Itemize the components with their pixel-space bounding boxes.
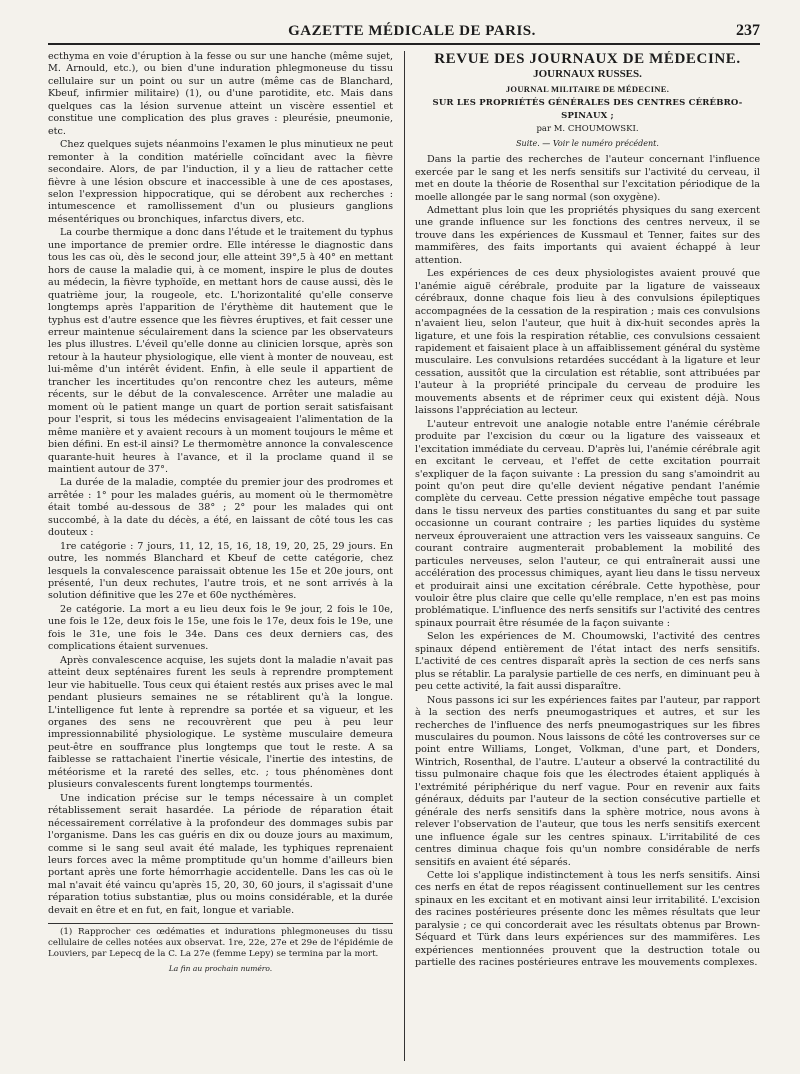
page-number: 237 — [735, 22, 760, 39]
left-column — [48, 51, 393, 1061]
article-author: par M. CHOUMOWSKI. — [536, 124, 639, 135]
left-paragraph-1: ecthyma en voie d'éruption à la fesse ou sur une hanche (même sujet, M. Arnould, etc.), ou bien d'une induration phlegmoneuse du tissu cellulaire sur un point ou sur un autre (même cas de Blanchard, Kbeuf, infirmier militaire) (1), ou d'une parotidite, etc. Mais dans quelques cas la lésion survenue atteint un viscère essentiel et constitue une complication des plus graves : pleurésie, pneumonie, etc. — [48, 51, 393, 137]
article-title: SUR LES PROPRIÉTÉS GÉNÉRALES DES CENTRES CÉRÉBRO-SPINAUX ; — [432, 98, 743, 121]
journal-heading: JOURNAL MILITAIRE DE MÉDECINE. — [505, 83, 670, 94]
footnotes — [48, 923, 393, 960]
continued-note: La fin au prochain numéro. — [168, 964, 273, 974]
left-paragraph-8: Une indication précise sur le temps nécessaire à un complet rétablissement serait hasardée. La période de réparation était nécessairement corrélative à la profondeur des dommages subis par l'organisme. Dans les cas guéris en dix ou douze jours au maximum, comme si le sang seul avait été malade, les typhiques reprenaient leurs forces avec la même promptitude qu'un homme d'ailleurs bien portant après une forte hémorrhagie accidentelle. Dans les cas où le mal n'avait été vaincu qu'après 15, 20, 30, 60 jours, il s'agissait d'une réparation totius substantiæ, plus ou moins considérable, et la durée devait en être et en fut, en fait, longue et variable. — [48, 792, 393, 916]
right-paragraph-6: Nous passons ici sur les expériences faites par l'auteur, par rapport à la section des nerfs pneumogastriques et autres, et sur les recherches de l'influence des nerfs pneumogastriques sur les fibres musculaires du poumon. Nous laissons de côté les controverses sur ce point entre Williams, Longet, Volkman, d'une part, et Donders, Wintrich, Rosenthal, de l'autre. L'auteur a observé la contractilité du tissu pulmonaire chaque fois que les électrodes étaient appliqués à l'extrémité périphérique du nerf vague. Pour en revenir aux faits généraux, déduits par l'auteur de la section consécutive partielle et générale des nerfs sensitifs dans la sphère motrice, nous avons à relever l'observation de l'auteur, que tous les nerfs sensitifs exercent une influence égale sur les centres spinaux. L'irritabilité de ces centres diminua chaque fois qu'un nombre considérable de nerfs sensitifs en avaient été séparés. — [415, 694, 760, 868]
journal-title: GAZETTE MÉDICALE DE PARIS. — [288, 23, 536, 39]
left-paragraph-4: La durée de la maladie, comptée du premier jour des prodromes et arrêtée : 1° pour les malades guéris, au moment où le thermomètre était tombé au-dessous de 38° ; 2° pour les malades qui ont succombé, à la date du décès, a été, en laissant de côté tous les cas douteux : — [48, 477, 393, 539]
left-paragraph-5: 1re catégorie : 7 jours, 11, 12, 15, 16, 18, 19, 20, 25, 29 jours. En outre, les nommés Blanchard et Kbeuf de cette catégorie, chez lesquels la convalescence paraissait obtenue les 15e et 20e jours, ont présenté, l'un deux rechutes, l'autre trois, et ne sont arrivés à la solution définitive que les 27e et 60e nycthémères. — [48, 540, 393, 602]
subsection-title: JOURNAUX RUSSES. — [533, 68, 642, 81]
right-paragraph-1: Dans la partie des recherches de l'auteur concernant l'influence exercée par le sang et les nerfs sensitifs sur l'activité du cerveau, il met en doute la théorie de Rosenthal sur l'excitation périodique de la moelle allongée par le sang normal (son oxygène). — [415, 154, 760, 203]
right-paragraph-2: Admettant plus loin que les propriétés physiques du sang exercent une grande influence sur les fonctions des centres nerveux, il se trouve dans les expériences de Kussmaul et Tenner, faites sur des mammifères, des faits importants qui avaient échappé à leur attention. — [415, 204, 760, 266]
left-paragraph-7: Après convalescence acquise, les sujets dont la maladie n'avait pas atteint deux septénaires furent les seuls à reprendre promptement leur vie habituelle. Tous ceux qui étaient restés aux prises avec le mal pendant plusieurs semaines ne se rétablirent qu'à la longue. L'intelligence fut lente à reprendre sa portée et sa vigueur, et les organes des sens ne recouvrèrent que peu à peu leur impressionnabilité physiologique. Le système musculaire demeura peut-être en souffrance plus longtemps que tout le reste. A sa faiblesse se rattachaient l'inertie vésicale, l'inertie des intestins, de météorisme et la rareté des selles, etc. ; tous phénomènes dont plusieurs convalescents furent longtemps tourmentés. — [48, 654, 393, 791]
right-paragraph-5: Selon les expériences de M. Choumowski, l'activité des centres spinaux dépend entièrement de l'état intact des nerfs sensitifs. L'activité de ces centres disparaît après la section de ces nerfs sans plus se rétablir. La paralysie partielle de ces nerfs, en diminuant peu à peu cette activité, la fait aussi disparaître. — [415, 631, 760, 693]
right-column — [415, 51, 760, 1061]
section-title: REVUE DES JOURNAUX DE MÉDECINE. — [434, 51, 741, 67]
right-paragraph-4: L'auteur entrevoit une analogie notable entre l'anémie cérébrale produite par l'excision du cœur ou la ligature des vaisseaux et l'excitation immédiate du cerveau. D'après lui, l'anémie cérébrale agit en excitant le cerveau, et l'effet de cette excitation pourrait s'expliquer de la façon suivante : La pression du sang s'amoindrit au point qu'on peut dire qu'elle devient négative pendant l'anémie complète du cerveau. Cette pression négative empêche tout passage dans le tissu nerveux des parties constituantes du sang et par suite occasionne un courant contraire ; les parties liquides du système nerveux éprouveraient une attraction vers les vaisseaux sanguins. Ce courant contraire augmenterait probablement la mobilité des particules nerveuses, selon l'auteur, ce qui entraînerait aussi une accélération des processus chimiques, ayant lieu dans le tissu nerveux et produirait ainsi une excitation cérébrale. Cette hypothèse, pour vouloir être plus claire que celle qu'elle remplace, n'en est pas moins problématique. L'influence des nerfs sensitifs sur l'activité des centres spinaux pourrait être résumée de la façon suivante : — [415, 418, 760, 629]
left-paragraph-6: 2e catégorie. La mort a eu lieu deux fois le 9e jour, 2 fois le 10e, une fois le 12e, deux fois le 15e, une fois le 17e, deux fois le 19e, une fois le 31e, une fois le 34e. Dans ces deux derniers cas, des complications étaient survenues. — [48, 603, 393, 653]
two-column-body — [48, 51, 760, 1061]
left-paragraph-3: La courbe thermique a donc dans l'étude et le traitement du typhus une importance de premier ordre. Elle intéresse le diagnostic dans tous les cas où, dès le second jour, elle atteint 39°,5 à 40° en mettant hors de cause la maladie qui, à ce moment, inspire le plus de doutes au médecin, la fièvre typhoïde, en mettant hors de cause aussi, dès le quatrième jour, la rougeole, etc. L'horizontalité qu'elle conserve longtemps après l'apparition de l'érythème dit hautement que le typhus est d'autre essence que les fièvres éruptives, et fait cesser une erreur maintenue séculairement dans la science par les observateurs les plus illustres. L'éveil qu'elle donne au clinicien lorsque, après son retour à la hauteur physiologique, elle vient à monter de nouveau, est lui-même d'un intérêt évident. Enfin, à elle seule il appartient de trancher les incertitudes qu'on rencontre chez les auteurs, même récents, sur le début de la convalescence. Arrêter une maladie au moment où le patient mange un quart de portion serait satisfaisant pour l'esprit, si tous les médecins envisageaient l'alimentation de la même manière et y avaient recours à un moment toujours le même et bien défini. En est-il ainsi? Le thermomètre annonce la convalescence quarante-huit heures à l'avance, et il la proclame quand il se maintient autour de 37°. — [48, 227, 393, 475]
right-paragraph-7: Cette loi s'applique indistinctement à tous les nerfs sensitifs. Ainsi ces nerfs en état de repos réagissent continuellement sur les centres spinaux en les excitant et en motivant ainsi leur irritabilité. L'excision des racines postérieures présente donc les mêmes résultats que leur paralysie ; ce qui concorderait avec les résultats obtenus par Brown-Séquard et Türk dans leurs expériences sur des mammifères. Les expériences mentionnées prouvent que la destruction totale ou partielle des racines postérieures entrave les mouvements complexes. — [415, 870, 760, 969]
footnote-1: (1) Rapprocher ces œdématies et indurations phlegmoneuses du tissu cellulaire de celles notées aux observat. 1re, 22e, 27e et 29e de l'épidémie de Louviers, par Lepecq de la C. La 27e (femme Lepy) se termina par la mort. — [48, 927, 393, 960]
left-paragraph-2: Chez quelques sujets néanmoins l'examen le plus minutieux ne peut remonter à la condition matérielle coïncidant avec la fièvre secondaire. Alors, de par l'induction, il y a lieu de rattacher cette fièvre à une lésion obscure et inaccessible à une de ces apostases, selon l'expression hippocratique, qui se dérobent aux recherches : intumescence et ramollissement d'un ou plusieurs ganglions mésentériques ou bronchiques, infarctus divers, etc. — [48, 139, 393, 225]
page-header — [48, 14, 760, 45]
right-paragraph-3: Les expériences de ces deux physiologistes avaient prouvé que l'anémie aiguë cérébrale, produite par la ligature de vaisseaux cérébraux, donne chaque fois lieu à des convulsions épileptiques accompagnées de la cessation de la respiration ; mais ces convulsions n'avaient lieu, selon l'auteur, que huit à dix-huit secondes après la ligature, et une fois la respiration rétablie, ces convulsions cessaient rapidement et faisaient place à un affaiblissement général du système musculaire. Les convulsions retardées succédant à la ligature et leur cessation, aussitôt que la circulation est rétablie, sont attribuées par l'auteur à la propriété principale du cerveau de produire les mouvements absents et de réprimer ceux qui existent déjà. Nous laissons l'appréciation au lecteur. — [415, 268, 760, 417]
continuation-note: Suite. — Voir le numéro précédent. — [516, 138, 659, 148]
